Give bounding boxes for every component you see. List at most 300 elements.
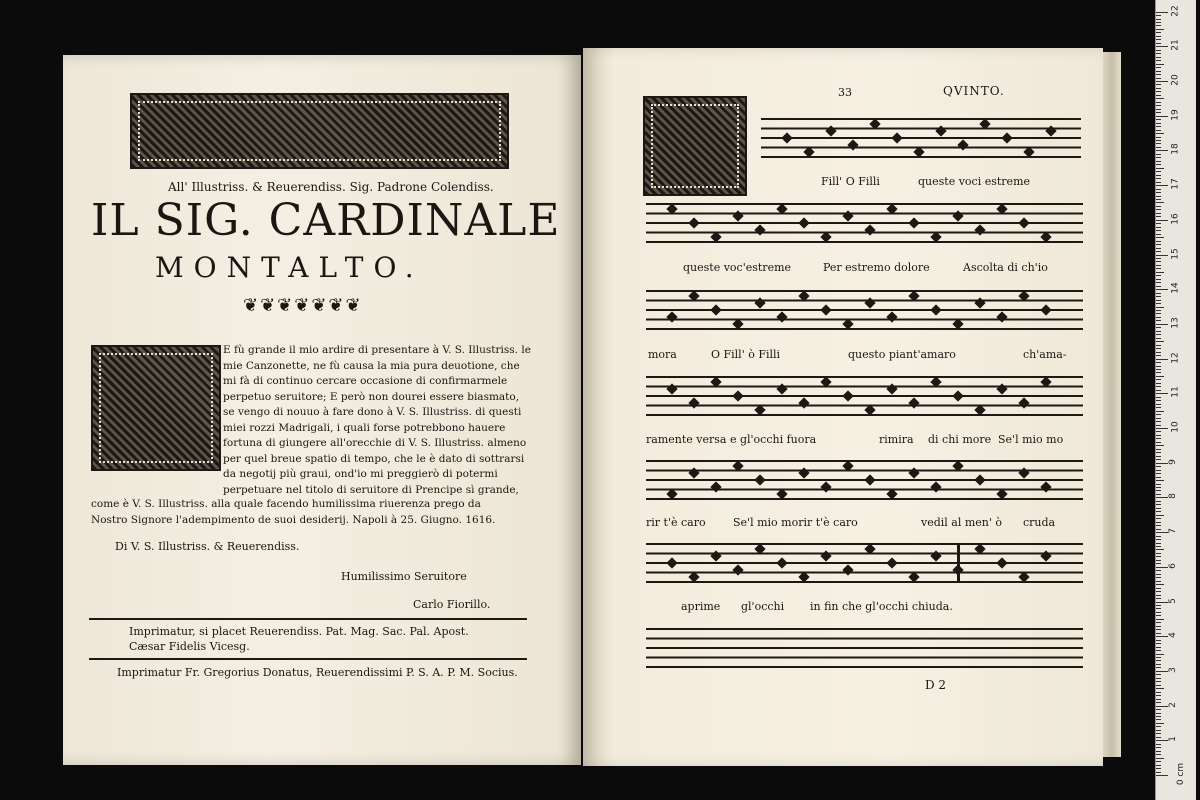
- ruler-minor-tick: [1156, 549, 1164, 550]
- music-note: [798, 397, 809, 408]
- ruler-minor-tick: [1156, 404, 1161, 405]
- ruler-minor-tick: [1156, 376, 1164, 377]
- ruler-minor-tick: [1156, 275, 1161, 276]
- servant-line: Humilissimo Seruitore: [341, 570, 467, 583]
- ruler-number: 15: [1170, 247, 1181, 260]
- ruler-minor-tick: [1156, 640, 1161, 641]
- music-note: [1018, 571, 1029, 582]
- ruler-minor-tick: [1156, 216, 1161, 217]
- ruler-minor-tick: [1156, 772, 1161, 773]
- music-note: [1040, 231, 1051, 242]
- ruler-minor-tick: [1156, 414, 1161, 415]
- ruler-tick: [1156, 775, 1168, 776]
- ruler-minor-tick: [1156, 737, 1161, 738]
- music-note: [864, 474, 875, 485]
- ruler-minor-tick: [1156, 411, 1164, 412]
- ruler-tick: [1156, 220, 1168, 221]
- ruler-minor-tick: [1156, 369, 1161, 370]
- body-line: Nostro Signore l'adempimento de suoi desiderij. Napoli à 25. Giugno. 1616.: [91, 514, 496, 526]
- music-note: [864, 297, 875, 308]
- ruler-minor-tick: [1156, 258, 1161, 259]
- ruler-minor-tick: [1156, 91, 1161, 92]
- ruler-minor-tick: [1156, 286, 1161, 287]
- closing-line: Di V. S. Illustriss. & Reuerendiss.: [115, 540, 300, 553]
- music-note: [974, 474, 985, 485]
- music-note: [886, 488, 897, 499]
- ruler-minor-tick: [1156, 435, 1161, 436]
- divider-rule: [89, 658, 527, 660]
- music-note: [908, 397, 919, 408]
- music-note: [710, 231, 721, 242]
- ruler-minor-tick: [1156, 379, 1161, 380]
- ruler-minor-tick: [1156, 539, 1161, 540]
- ruler-minor-tick: [1156, 667, 1161, 668]
- music-note: [908, 571, 919, 582]
- ruler-minor-tick: [1156, 244, 1161, 245]
- ruler-minor-tick: [1156, 747, 1161, 748]
- ruler-number: 16: [1170, 213, 1181, 225]
- music-staff: [646, 376, 1083, 416]
- ruler-minor-tick: [1156, 449, 1161, 450]
- ruler-tick: [1156, 289, 1168, 290]
- lyric: Per estremo dolore: [823, 261, 930, 274]
- ruler-minor-tick: [1156, 445, 1164, 446]
- music-note: [1040, 304, 1051, 315]
- ruler-minor-tick: [1156, 227, 1161, 228]
- ruler-minor-tick: [1156, 456, 1161, 457]
- music-staff: [646, 543, 1083, 583]
- music-note: [754, 224, 765, 235]
- ruler-minor-tick: [1156, 168, 1164, 169]
- ruler-tick: [1156, 602, 1168, 603]
- ruler-minor-tick: [1156, 622, 1161, 623]
- ruler-minor-tick: [1156, 345, 1161, 346]
- ruler-minor-tick: [1156, 241, 1161, 242]
- music-note: [710, 376, 721, 387]
- lyric: vedil al men' ò: [921, 516, 1003, 529]
- ruler-number: 8: [1167, 493, 1178, 500]
- dedication-line: All' Illustriss. & Reuerendiss. Sig. Padrone Colendiss.: [168, 180, 494, 194]
- ruler-minor-tick: [1156, 362, 1161, 363]
- ruler-minor-tick: [1156, 279, 1161, 280]
- ruler-minor-tick: [1156, 768, 1161, 769]
- music-note: [952, 460, 963, 471]
- ruler-minor-tick: [1156, 719, 1161, 720]
- ruler-minor-tick: [1156, 501, 1161, 502]
- ruler-minor-tick: [1156, 508, 1161, 509]
- music-note: [732, 210, 743, 221]
- ruler-minor-tick: [1156, 126, 1161, 127]
- music-note: [974, 404, 985, 415]
- ruler-minor-tick: [1156, 143, 1161, 144]
- ruler-minor-tick: [1156, 331, 1161, 332]
- music-note: [886, 557, 897, 568]
- ruler-number: 22: [1170, 4, 1181, 17]
- ruler-minor-tick: [1156, 615, 1161, 616]
- music-note: [864, 404, 875, 415]
- empty-staff: [646, 628, 1083, 668]
- ruler-minor-tick: [1156, 386, 1161, 387]
- ruler-minor-tick: [1156, 626, 1161, 627]
- ruler-minor-tick: [1156, 137, 1161, 138]
- ruler-minor-tick: [1156, 546, 1161, 547]
- ruler-minor-tick: [1156, 494, 1161, 495]
- music-note: [842, 390, 853, 401]
- music-note: [891, 132, 902, 143]
- ruler-minor-tick: [1156, 15, 1161, 16]
- ruler-minor-tick: [1156, 556, 1161, 557]
- ruler-minor-tick: [1156, 105, 1161, 106]
- ruler-minor-tick: [1156, 366, 1161, 367]
- music-note: [930, 550, 941, 561]
- ruler-minor-tick: [1156, 327, 1161, 328]
- ruler-tick: [1156, 740, 1168, 741]
- music-note: [996, 383, 1007, 394]
- ruler-tick: [1156, 324, 1168, 325]
- music-note: [930, 376, 941, 387]
- ruler-minor-tick: [1156, 84, 1161, 85]
- ruler-minor-tick: [1156, 664, 1161, 665]
- music-note: [820, 481, 831, 492]
- lyric: questo piant'amaro: [848, 348, 956, 361]
- ruler-minor-tick: [1156, 400, 1161, 401]
- music-note: [913, 146, 924, 157]
- body-line: da negotij più graui, ond'io mi preggierò di potermi: [223, 468, 498, 480]
- ruler-minor-tick: [1156, 459, 1161, 460]
- ruler-number: 7: [1167, 528, 1178, 534]
- ruler-minor-tick: [1156, 709, 1161, 710]
- ruler-minor-tick: [1156, 64, 1164, 65]
- ruler-tick: [1156, 497, 1168, 498]
- body-line: perpetuo seruitore; E però non dourei essere biasmato,: [223, 390, 520, 403]
- music-note: [820, 231, 831, 242]
- body-line: miei rozzi Madrigali, i quali forse potrebbono hauere: [223, 421, 506, 434]
- music-note: [996, 203, 1007, 214]
- music-note: [974, 543, 985, 554]
- music-note: [666, 203, 677, 214]
- ruler-minor-tick: [1156, 251, 1161, 252]
- ruler-minor-tick: [1156, 591, 1161, 592]
- ruler-minor-tick: [1156, 50, 1161, 51]
- ruler-minor-tick: [1156, 466, 1161, 467]
- ruler-minor-tick: [1156, 674, 1161, 675]
- music-note: [688, 397, 699, 408]
- body-line: fortuna di giungere all'orecchie di V. S. Illustriss. almeno: [223, 437, 527, 449]
- ruler-minor-tick: [1156, 633, 1161, 634]
- music-note: [798, 217, 809, 228]
- ruler-minor-tick: [1156, 477, 1161, 478]
- lyric: cruda: [1023, 516, 1056, 529]
- ruler-minor-tick: [1156, 199, 1161, 200]
- ruler-minor-tick: [1156, 765, 1161, 766]
- body-line: se vengo di nouuo à fare dono à V. S. Illustriss. di questi: [223, 406, 522, 418]
- ruler-minor-tick: [1156, 518, 1161, 519]
- ruler-minor-tick: [1156, 608, 1161, 609]
- ruler-minor-tick: [1156, 178, 1161, 179]
- ruler-minor-tick: [1156, 563, 1161, 564]
- ruler-minor-tick: [1156, 310, 1161, 311]
- ruler-minor-tick: [1156, 688, 1164, 689]
- letter-body: [223, 343, 531, 498]
- ruler-minor-tick: [1156, 98, 1164, 99]
- music-note: [776, 488, 787, 499]
- ruler-minor-tick: [1156, 484, 1161, 485]
- body-line: come è V. S. Illustriss. alla quale facendo humilissima riuerenza prego da: [91, 498, 481, 510]
- ruler-minor-tick: [1156, 32, 1161, 33]
- measurement-ruler: [1155, 0, 1196, 800]
- music-note: [908, 467, 919, 478]
- lyric: rimira: [879, 433, 914, 446]
- ruler-minor-tick: [1156, 355, 1161, 356]
- ruler-minor-tick: [1156, 78, 1161, 79]
- ruler-minor-tick: [1156, 473, 1161, 474]
- ruler-minor-tick: [1156, 171, 1161, 172]
- music-note: [825, 125, 836, 136]
- ruler-number: 19: [1170, 108, 1181, 121]
- ruler-minor-tick: [1156, 313, 1161, 314]
- music-note: [908, 290, 919, 301]
- ruler-minor-tick: [1156, 418, 1161, 419]
- ruler-minor-tick: [1156, 154, 1161, 155]
- music-note: [798, 290, 809, 301]
- ruler-minor-tick: [1156, 543, 1161, 544]
- ruler-minor-tick: [1156, 570, 1161, 571]
- music-note: [803, 146, 814, 157]
- music-note: [754, 474, 765, 485]
- music-note: [1040, 376, 1051, 387]
- music-note: [886, 203, 897, 214]
- ruler-minor-tick: [1156, 525, 1161, 526]
- ruler-number: 18: [1170, 143, 1181, 156]
- ruler-minor-tick: [1156, 605, 1161, 606]
- music-note: [1018, 217, 1029, 228]
- ruler-minor-tick: [1156, 511, 1161, 512]
- author-signature: Carlo Fiorillo.: [413, 598, 491, 611]
- ruler-minor-tick: [1156, 265, 1161, 266]
- music-note: [886, 311, 897, 322]
- ruler-minor-tick: [1156, 175, 1161, 176]
- body-line: perpetuare nel titolo di seruitore di Prencipe sì grande,: [223, 483, 519, 496]
- ruler-minor-tick: [1156, 452, 1161, 453]
- ruler-minor-tick: [1156, 43, 1161, 44]
- imprimatur-line: Imprimatur Fr. Gregorius Donatus, Reuerendissimi P. S. A. P. M. Socius.: [117, 666, 518, 679]
- ruler-number: 14: [1170, 282, 1181, 294]
- music-note: [1018, 290, 1029, 301]
- ruler-minor-tick: [1156, 730, 1161, 731]
- ruler-minor-tick: [1156, 681, 1161, 682]
- music-note: [688, 217, 699, 228]
- music-note: [666, 488, 677, 499]
- ruler-minor-tick: [1156, 660, 1161, 661]
- ruler-minor-tick: [1156, 39, 1161, 40]
- body-line: per quel breue spatio di tempo, che le è dato di sottrarsi: [223, 452, 525, 465]
- ruler-minor-tick: [1156, 647, 1161, 648]
- ruler-minor-tick: [1156, 685, 1161, 686]
- music-note: [930, 231, 941, 242]
- ruler-minor-tick: [1156, 130, 1161, 131]
- imprimatur-line: Imprimatur, si placet Reuerendiss. Pat. Mag. Sac. Pal. Apost.: [129, 625, 469, 638]
- music-note: [710, 550, 721, 561]
- initial-s-woodcut: [91, 345, 221, 471]
- music-note: [798, 467, 809, 478]
- ruler-number: 4: [1167, 632, 1178, 639]
- ruler-minor-tick: [1156, 553, 1161, 554]
- ruler-minor-tick: [1156, 182, 1161, 183]
- lyric: rir t'è caro: [646, 516, 706, 529]
- music-note: [820, 376, 831, 387]
- right-page: [583, 48, 1103, 766]
- page-number: 33: [838, 86, 852, 99]
- music-note: [908, 217, 919, 228]
- music-note: [666, 311, 677, 322]
- ruler-minor-tick: [1156, 29, 1164, 30]
- music-note: [776, 383, 787, 394]
- ruler-minor-tick: [1156, 504, 1161, 505]
- ruler-minor-tick: [1156, 372, 1161, 373]
- music-note: [1018, 397, 1029, 408]
- music-note: [842, 210, 853, 221]
- ruler-minor-tick: [1156, 598, 1161, 599]
- music-note: [996, 488, 1007, 499]
- ruler-minor-tick: [1156, 157, 1161, 158]
- ruler-minor-tick: [1156, 234, 1161, 235]
- ruler-minor-tick: [1156, 490, 1161, 491]
- ruler-minor-tick: [1156, 338, 1161, 339]
- page-edges: [1103, 52, 1121, 757]
- ruler-minor-tick: [1156, 536, 1161, 537]
- lyric: ramente versa e gl'occhi fuora: [646, 433, 817, 446]
- ruler-tick: [1156, 46, 1168, 47]
- ruler-minor-tick: [1156, 654, 1164, 655]
- music-note: [688, 571, 699, 582]
- ruler-minor-tick: [1156, 213, 1161, 214]
- ruler-minor-tick: [1156, 383, 1161, 384]
- ruler-minor-tick: [1156, 584, 1164, 585]
- ruler-minor-tick: [1156, 390, 1161, 391]
- music-note: [847, 139, 858, 150]
- ruler-tick: [1156, 706, 1168, 707]
- music-note: [930, 481, 941, 492]
- ruler-minor-tick: [1156, 164, 1161, 165]
- ruler-minor-tick: [1156, 695, 1161, 696]
- final-barline: [957, 543, 960, 583]
- music-note: [1040, 550, 1051, 561]
- ruler-number: 6: [1167, 562, 1178, 569]
- ruler-minor-tick: [1156, 751, 1161, 752]
- ruler-minor-tick: [1156, 303, 1161, 304]
- ruler-minor-tick: [1156, 133, 1164, 134]
- music-note: [732, 564, 743, 575]
- music-note: [732, 460, 743, 471]
- decorative-headpiece: [130, 93, 509, 169]
- ruler-minor-tick: [1156, 470, 1161, 471]
- lyric: di chi more: [928, 433, 992, 446]
- ruler-minor-tick: [1156, 74, 1161, 75]
- music-note: [688, 290, 699, 301]
- music-note: [732, 318, 743, 329]
- ruler-minor-tick: [1156, 577, 1161, 578]
- music-note: [1045, 125, 1056, 136]
- ruler-minor-tick: [1156, 209, 1161, 210]
- ruler-minor-tick: [1156, 744, 1161, 745]
- ruler-minor-tick: [1156, 237, 1164, 238]
- ruler-minor-tick: [1156, 612, 1161, 613]
- ruler-tick: [1156, 81, 1168, 82]
- lyric: queste voci estreme: [918, 175, 1031, 188]
- music-note: [798, 571, 809, 582]
- ruler-number: 13: [1170, 317, 1181, 329]
- ruler-minor-tick: [1156, 754, 1161, 755]
- ruler-minor-tick: [1156, 230, 1161, 231]
- ruler-minor-tick: [1156, 268, 1161, 269]
- ruler-minor-tick: [1156, 261, 1161, 262]
- body-line: mi fà di continuo cercare occasione di confirmarmele: [223, 375, 508, 387]
- ruler-minor-tick: [1156, 192, 1161, 193]
- lyric: ch'ama-: [1023, 348, 1067, 361]
- ruler-minor-tick: [1156, 189, 1161, 190]
- ruler-minor-tick: [1156, 36, 1161, 37]
- music-note: [864, 543, 875, 554]
- music-note: [732, 390, 743, 401]
- ruler-tick: [1156, 393, 1168, 394]
- music-note: [979, 118, 990, 129]
- lyric: aprime: [681, 600, 721, 613]
- ruler-minor-tick: [1156, 588, 1161, 589]
- music-note: [842, 460, 853, 471]
- part-name: QVINTO.: [943, 84, 1005, 98]
- ruler-tick: [1156, 636, 1168, 637]
- ruler-minor-tick: [1156, 320, 1161, 321]
- ruler-minor-tick: [1156, 282, 1161, 283]
- music-note: [996, 311, 1007, 322]
- music-note: [974, 224, 985, 235]
- ruler-minor-tick: [1156, 248, 1161, 249]
- music-note: [710, 304, 721, 315]
- music-note: [842, 564, 853, 575]
- body-line: mie Canzonette, ne fù causa la mia pura deuotione, che: [223, 359, 520, 372]
- music-note: [666, 383, 677, 394]
- music-note: [952, 210, 963, 221]
- ruler-number: 21: [1170, 39, 1181, 52]
- ruler-minor-tick: [1156, 112, 1161, 113]
- music-note: [952, 318, 963, 329]
- lyric: mora: [648, 348, 677, 361]
- ruler-minor-tick: [1156, 296, 1161, 297]
- ruler-minor-tick: [1156, 560, 1161, 561]
- ruler-minor-tick: [1156, 196, 1161, 197]
- body-line: E fù grande il mio ardire di presentare à V. S. Illustriss. le: [223, 344, 531, 356]
- music-note: [1040, 481, 1051, 492]
- title-line-1: IL SIG. CARDINALE: [91, 195, 561, 246]
- ruler-minor-tick: [1156, 480, 1164, 481]
- music-note: [776, 557, 787, 568]
- ruler-number: 0 cm: [1176, 762, 1187, 786]
- ruler-minor-tick: [1156, 678, 1161, 679]
- ruler-minor-tick: [1156, 716, 1161, 717]
- ruler-minor-tick: [1156, 206, 1161, 207]
- ruler-minor-tick: [1156, 713, 1161, 714]
- ruler-tick: [1156, 671, 1168, 672]
- ruler-minor-tick: [1156, 522, 1161, 523]
- ruler-minor-tick: [1156, 25, 1161, 26]
- ruler-number: 3: [1167, 667, 1178, 673]
- ruler-minor-tick: [1156, 431, 1161, 432]
- ruler-minor-tick: [1156, 487, 1161, 488]
- imprimatur-signer: Cæsar Fidelis Vicesg.: [129, 640, 250, 653]
- ruler-tick: [1156, 255, 1168, 256]
- ruler-minor-tick: [1156, 57, 1161, 58]
- music-note: [820, 304, 831, 315]
